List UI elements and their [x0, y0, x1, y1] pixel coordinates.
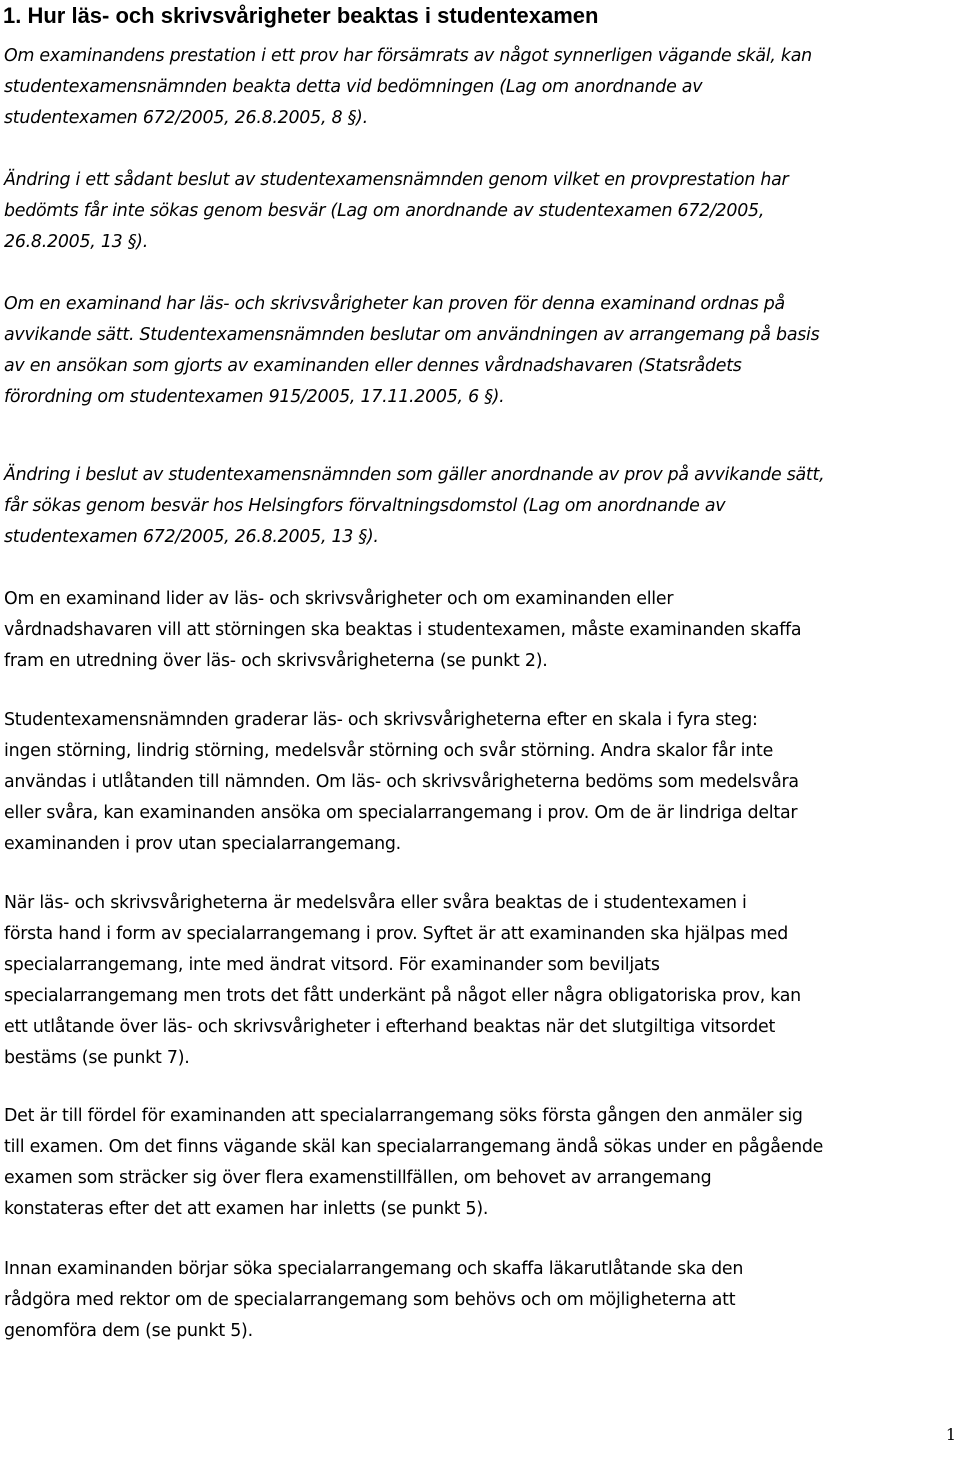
- paragraph-line: När läs- och skrivsvårigheterna är medelsvåra eller svåra beaktas de i studentexamen i: [4, 893, 747, 913]
- paragraph-line: ingen störning, lindrig störning, medelsvår störning och svår störning. Andra skalor får inte: [4, 741, 774, 761]
- section-heading: 1. Hur läs- och skrivsvårigheter beaktas i studentexamen: [3, 3, 599, 28]
- paragraph-line: av en ansökan som gjorts av examinanden eller dennes vårdnadshavaren (Statsrådets: [4, 356, 742, 376]
- paragraph-line: bestäms (se punkt 7).: [4, 1048, 190, 1068]
- paragraph-line: Om examinandens prestation i ett prov har försämrats av något synnerligen vägande skäl, kan: [4, 46, 812, 66]
- paragraph-line: studentexamen 672/2005, 26.8.2005, 13 §).: [4, 527, 379, 547]
- paragraph-line: 26.8.2005, 13 §).: [4, 232, 148, 252]
- paragraph-line: Studentexamensnämnden graderar läs- och skrivsvårigheterna efter en skala i fyra steg:: [4, 710, 758, 730]
- paragraph-2: [4, 165, 954, 258]
- paragraph-line: användas i utlåtanden till nämnden. Om läs- och skrivsvårigheterna bedöms som medelsvåra: [4, 772, 799, 792]
- paragraph-line: examinanden i prov utan specialarrangemang.: [4, 834, 401, 854]
- paragraph-line: vårdnadshavaren vill att störningen ska beaktas i studentexamen, måste examinanden skaffa: [4, 620, 802, 640]
- paragraph-line: fram en utredning över läs- och skrivsvårigheterna (se punkt 2).: [4, 651, 548, 671]
- paragraph-9: [4, 1254, 954, 1347]
- paragraph-line: Om en examinand lider av läs- och skrivsvårigheter och om examinanden eller: [4, 589, 674, 609]
- paragraph-line: Ändring i ett sådant beslut av studentexamensnämnden genom vilket en provprestation har: [4, 170, 789, 190]
- paragraph-line: genomföra dem (se punkt 5).: [4, 1321, 253, 1341]
- paragraph-7: [4, 888, 954, 1074]
- paragraph-3: [4, 289, 954, 413]
- paragraph-line: studentexamensnämnden beakta detta vid bedömningen (Lag om anordnande av: [4, 77, 703, 97]
- paragraph-1: [4, 41, 954, 134]
- paragraph-line: förordning om studentexamen 915/2005, 17.11.2005, 6 §).: [4, 387, 505, 407]
- paragraph-line: Det är till fördel för examinanden att specialarrangemang söks första gången den anmäler sig: [4, 1106, 803, 1126]
- paragraph-line: ett utlåtande över läs- och skrivsvårigheter i efterhand beaktas när det slutgiltiga vitsordet: [4, 1017, 776, 1037]
- paragraph-5: [4, 584, 954, 677]
- page-number: 1: [945, 1425, 956, 1444]
- paragraph-line: studentexamen 672/2005, 26.8.2005, 8 §).: [4, 108, 368, 128]
- paragraph-line: bedömts får inte sökas genom besvär (Lag om anordnande av studentexamen 672/2005,: [4, 201, 765, 221]
- paragraph-line: får sökas genom besvär hos Helsingfors förvaltningsdomstol (Lag om anordnande av: [4, 496, 726, 516]
- paragraph-line: specialarrangemang, inte med ändrat vitsord. För examinander som beviljats: [4, 955, 660, 975]
- paragraph-line: konstateras efter det att examen har inletts (se punkt 5).: [4, 1199, 489, 1219]
- paragraph-line: till examen. Om det finns vägande skäl kan specialarrangemang ändå sökas under en pågående: [4, 1137, 824, 1157]
- paragraph-line: rådgöra med rektor om de specialarrangemang som behövs och om möjligheterna att: [4, 1290, 736, 1310]
- paragraph-line: Om en examinand har läs- och skrivsvårigheter kan proven för denna examinand ordnas på: [4, 294, 785, 314]
- paragraph-line: Innan examinanden börjar söka specialarrangemang och skaffa läkarutlåtande ska den: [4, 1259, 744, 1279]
- paragraph-line: avvikande sätt. Studentexamensnämnden beslutar om användningen av arrangemang på basis: [4, 325, 820, 345]
- paragraph-4: [4, 460, 954, 553]
- paragraph-line: Ändring i beslut av studentexamensnämnden som gäller anordnande av prov på avvikande sätt,: [4, 465, 825, 485]
- paragraph-line: första hand i form av specialarrangemang i prov. Syftet är att examinanden ska hjälpas med: [4, 924, 788, 944]
- paragraph-line: specialarrangemang men trots det fått underkänt på något eller några obligatoriska prov, kan: [4, 986, 801, 1006]
- paragraph-8: [4, 1101, 954, 1225]
- paragraph-line: eller svåra, kan examinanden ansöka om specialarrangemang i prov. Om de är lindriga deltar: [4, 803, 798, 823]
- paragraph-6: [4, 705, 954, 860]
- paragraph-line: examen som sträcker sig över flera examenstillfällen, om behovet av arrangemang: [4, 1168, 712, 1188]
